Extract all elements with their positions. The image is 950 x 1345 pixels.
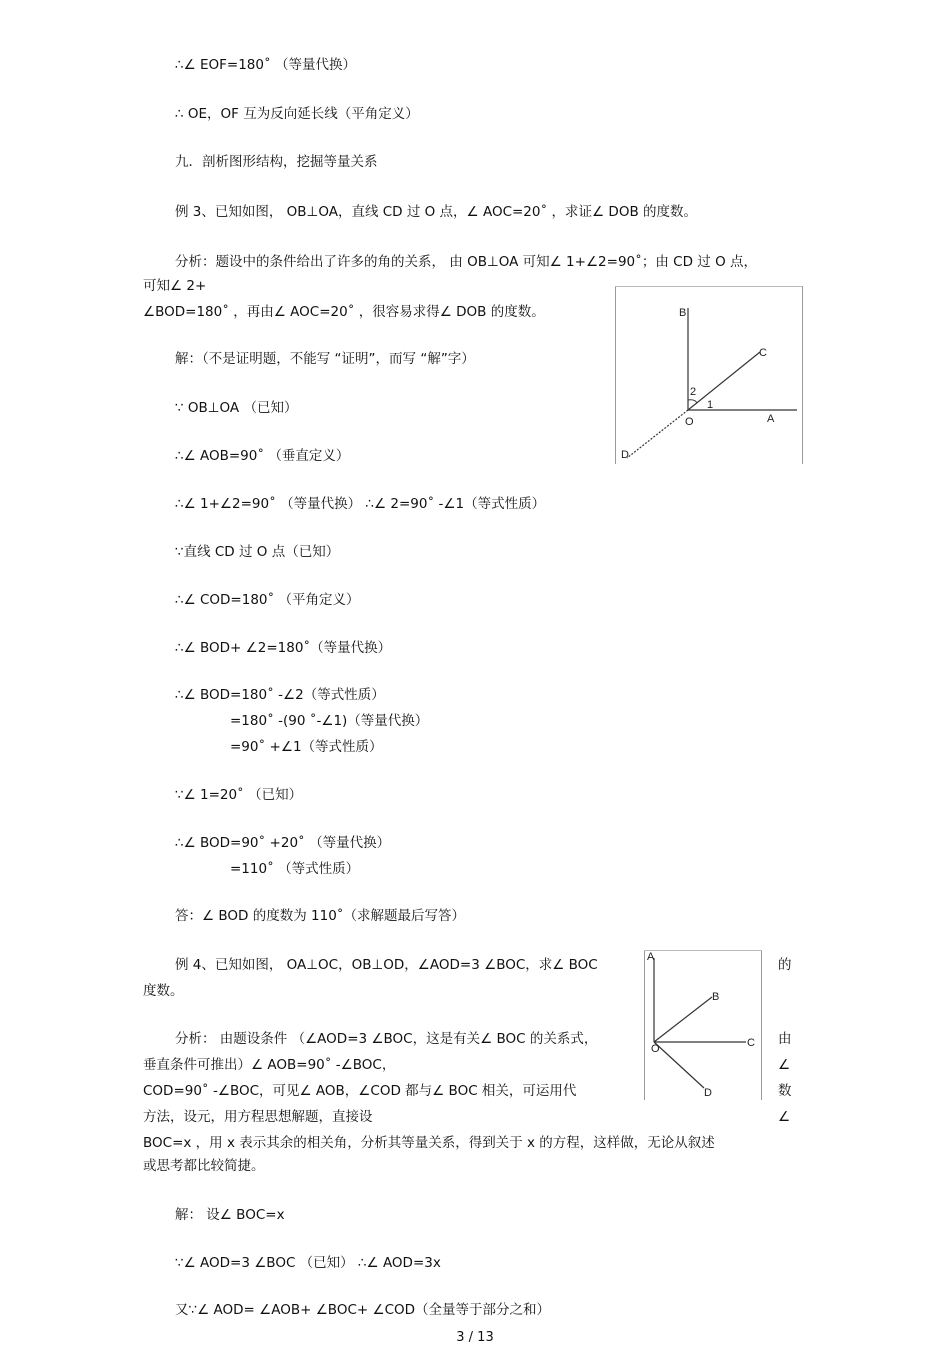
text-line: 方法，设元，用方程思想解题，直接设 bbox=[143, 1109, 373, 1125]
text-line: ∴∠ BOD=90˚ +20˚ （等量代换） bbox=[175, 835, 391, 851]
text-line: 由 bbox=[778, 1031, 792, 1047]
label-d: D bbox=[621, 449, 629, 461]
ray-oc bbox=[688, 352, 760, 410]
text-line: 的 bbox=[778, 957, 792, 973]
text-line: ∴∠ EOF=180˚ （等量代换） bbox=[175, 57, 357, 73]
label-a: A bbox=[767, 413, 775, 425]
text-line: 垂直条件可推出）∠ AOB=90˚ -∠BOC， bbox=[143, 1057, 396, 1073]
text-line: =110˚ （等式性质） bbox=[230, 861, 360, 877]
text-line: ∵直线 CD 过 O 点（已知） bbox=[175, 544, 340, 560]
text-line: ∴∠ BOD=180˚ -∠2（等式性质） bbox=[175, 687, 385, 703]
label-b: B bbox=[679, 307, 687, 319]
text-line: ∵∠ 1=20˚ （已知） bbox=[175, 787, 303, 803]
text-line: ∴∠ COD=180˚ （平角定义） bbox=[175, 592, 360, 608]
text-line: 可知∠ 2+ bbox=[143, 278, 207, 294]
label-o: O bbox=[685, 416, 694, 428]
text-line: 或思考都比较简捷。 bbox=[143, 1158, 265, 1174]
text-line: COD=90˚ -∠BOC，可见∠ AOB，∠COD 都与∠ BOC 相关，可运用代 bbox=[143, 1083, 577, 1099]
text-line: 分析：题设中的条件给出了许多的角的关系， 由 OB⊥OA 可知∠ 1+∠2=90˚；由 CD 过 O 点， bbox=[175, 254, 757, 270]
text-line: ∴∠ AOB=90˚ （垂直定义） bbox=[175, 448, 350, 464]
text-line: 答：∠ BOD 的度数为 110˚（求解题最后写答） bbox=[175, 908, 466, 924]
label-d: D bbox=[704, 1087, 712, 1099]
text-line: =180˚ -(90 ˚-∠1)（等量代换） bbox=[230, 713, 429, 729]
text-line: 又∵∠ AOD= ∠AOB+ ∠BOC+ ∠COD（全量等于部分之和） bbox=[175, 1302, 551, 1318]
text-line: BOC=x ，用 x 表示其余的相关角，分析其等量关系，得到关于 x 的方程，这样做，无论从叙述 bbox=[143, 1135, 715, 1151]
text-line: ∠BOD=180˚ ，再由∠ AOC=20˚ ，很容易求得∠ DOB 的度数。 bbox=[143, 304, 545, 320]
text-line: 度数。 bbox=[143, 983, 184, 999]
ray-od bbox=[627, 410, 688, 458]
section-heading: 九．剖析图形结构，挖掘等量关系 bbox=[175, 154, 378, 170]
label-c: C bbox=[747, 1037, 755, 1049]
label-o: O bbox=[651, 1043, 660, 1055]
text-line: ∴∠ 1+∠2=90˚ （等量代换） ∴∠ 2=90˚ -∠1（等式性质） bbox=[175, 496, 546, 512]
label-c: C bbox=[759, 347, 767, 359]
label-b: B bbox=[712, 991, 720, 1003]
text-line: 例 3、已知如图， OB⊥OA，直线 CD 过 O 点，∠ AOC=20˚ ，求证∠ DOB 的度数。 bbox=[175, 204, 697, 220]
ray-ob bbox=[654, 997, 712, 1042]
text-line: ∴∠ BOD+ ∠2=180˚（等量代换） bbox=[175, 640, 392, 656]
label-a: A bbox=[647, 951, 655, 963]
text-line: ∵ OB⊥OA （已知） bbox=[175, 400, 298, 416]
text-line: ∵∠ AOD=3 ∠BOC （已知） ∴∠ AOD=3x bbox=[175, 1255, 441, 1271]
text-line: ∠ bbox=[778, 1057, 791, 1073]
label-2: 2 bbox=[690, 386, 697, 398]
text-line: ∠ bbox=[778, 1109, 791, 1125]
text-line: =90˚ +∠1（等式性质） bbox=[230, 739, 383, 755]
text-line: ∴ OE，OF 互为反向延长线（平角定义） bbox=[175, 106, 419, 122]
text-line: 解：（不是证明题，不能写 “证明”，而写 “解”字） bbox=[175, 351, 475, 367]
page-number: 3 / 13 bbox=[456, 1330, 494, 1345]
figure-angle-diagram-1 bbox=[615, 286, 805, 464]
ray-od bbox=[654, 1042, 704, 1088]
label-1: 1 bbox=[707, 399, 714, 411]
text-line: 解： 设∠ BOC=x bbox=[175, 1207, 285, 1223]
text-line: 数 bbox=[778, 1083, 792, 1099]
text-line: 分析： 由题设条件 （∠AOD=3 ∠BOC，这是有关∠ BOC 的关系式， bbox=[175, 1031, 598, 1047]
text-line: 例 4、已知如图， OA⊥OC，OB⊥OD，∠AOD=3 ∠BOC，求∠ BOC bbox=[175, 957, 598, 973]
figure-angle-diagram-2 bbox=[644, 950, 764, 1100]
